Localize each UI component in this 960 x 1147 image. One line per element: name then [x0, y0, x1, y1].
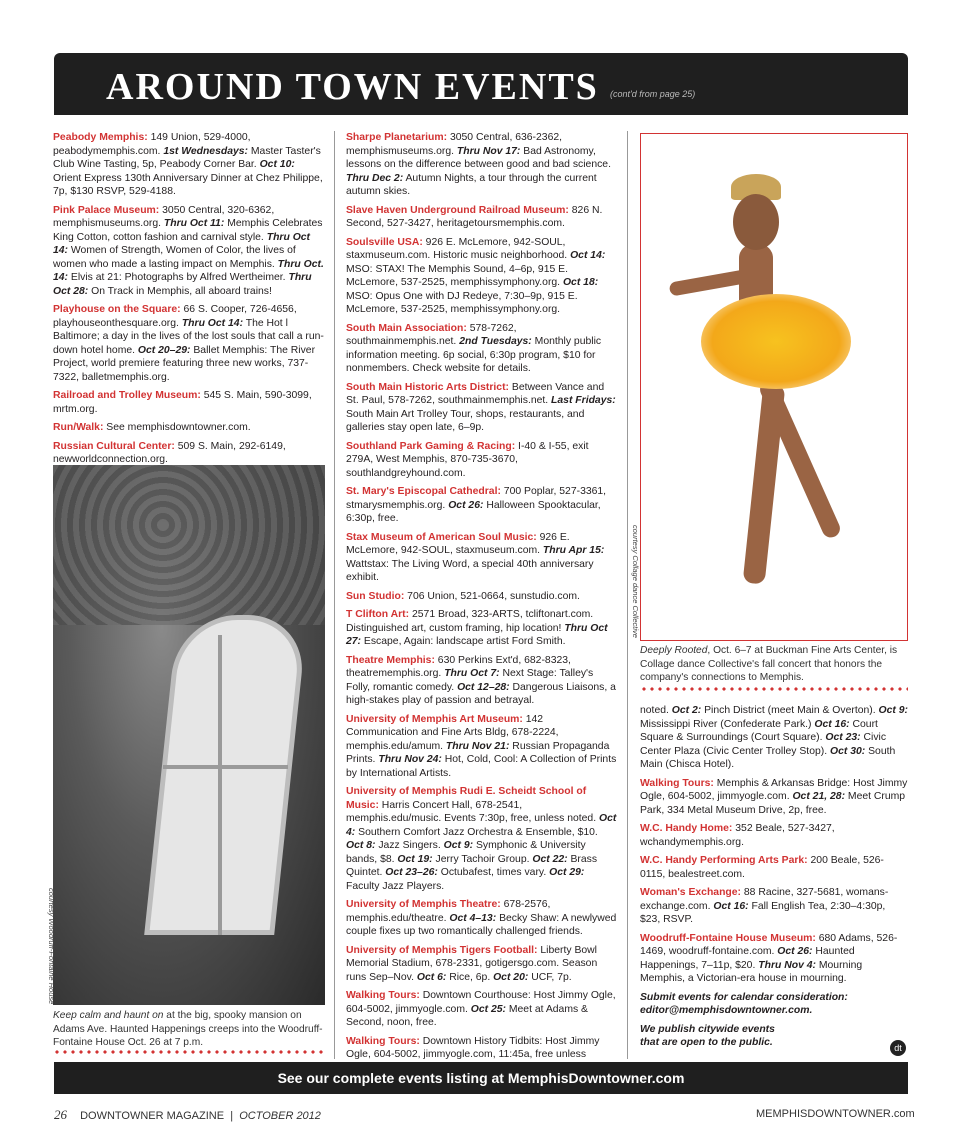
- event-entry: [640, 932, 908, 986]
- event-date: Oct 26:: [777, 946, 813, 957]
- dotted-rule: [53, 1050, 325, 1054]
- venue-name: Theatre Memphis:: [346, 654, 435, 666]
- venue-name: South Main Association:: [346, 322, 467, 334]
- event-entry: [346, 590, 618, 604]
- event-date: Oct 23–26:: [385, 867, 438, 878]
- event-text: Dangerous Liaisons, a high-stakes play of passion and betrayal.: [346, 681, 616, 706]
- event-entry: [640, 822, 908, 849]
- venue-name: South Main Historic Arts District:: [346, 381, 509, 393]
- event-text: noted.: [640, 705, 672, 716]
- event-date: Oct 22:: [532, 853, 568, 865]
- event-date: Last Fridays:: [551, 395, 616, 406]
- event-text: 200 Beale, 526-0115, bealestreet.com.: [640, 855, 884, 880]
- event-entry: [346, 440, 618, 481]
- venue-name: Walking Tours:: [346, 990, 420, 1001]
- event-text: Wattstax: The Living Word, a special 40th anniversary exhibit.: [346, 558, 594, 583]
- event-entry: [640, 777, 908, 818]
- venue-name: University of Memphis Art Museum:: [346, 713, 523, 725]
- venue-name: Pink Palace Museum:: [53, 204, 160, 216]
- event-date: Thru Oct 27:: [346, 622, 608, 647]
- event-text: Memphis Celebrates King Cotton, cotton fashion and carnival style.: [53, 218, 323, 243]
- event-entry: [346, 608, 618, 649]
- photo-credit: courtesy Woodruff-Fontaine House: [47, 888, 56, 1005]
- arched-window: [144, 615, 308, 935]
- event-date: Oct 12–28:: [457, 681, 510, 693]
- event-entry: [53, 421, 325, 435]
- event-text: 578-7262, southmainmemphis.net.: [346, 322, 517, 347]
- venue-name: Sun Studio:: [346, 590, 405, 602]
- event-text: Pinch District (meet Main & Overton).: [701, 705, 879, 716]
- event-text: Memphis & Arkansas Bridge: Host Jimmy Ogle, 604-5002, jimmyogle.com.: [640, 777, 908, 802]
- event-text: MSO: Opus One with DJ Redeye, 7:30–9p, 915 E. McLemore, 537-2525, memphissymphony.org.: [346, 290, 578, 315]
- event-date: Thru Oct 14:: [53, 231, 311, 256]
- venue-name: St. Mary's Episcopal Cathedral:: [346, 486, 501, 497]
- header-bar: [54, 53, 908, 115]
- event-text: Russian Propaganda Prints.: [346, 740, 610, 765]
- event-date: Thru Oct 14:: [181, 317, 244, 329]
- event-text: Faculty Jazz Players.: [346, 880, 445, 892]
- event-entry: [346, 989, 618, 1030]
- event-text: Monthly public information meeting. 6p social, 6:30p program, $10 for nonmembers. Check website for details.: [346, 336, 602, 374]
- event-text: Next Stage: Talley's Folly, romantic comedy.: [346, 668, 594, 693]
- event-text: Escape, Again: landscape artist Ford Smith.: [361, 636, 566, 647]
- event-text: 700 Poplar, 527-3361, stmarysmemphis.org.: [346, 486, 607, 511]
- venue-name: Walking Tours:: [346, 1035, 420, 1047]
- venue-name: Sharpe Planetarium:: [346, 132, 448, 143]
- event-text: Downtown History Tidbits: Host Jimmy Ogle, 604-5002, jimmyogle.com, 11:45a, free unless: [346, 1035, 600, 1060]
- event-text: Mourning Memphis, a Victorian-era house in mourning.: [640, 959, 863, 984]
- column-divider: [627, 131, 628, 1059]
- event-entry: [346, 1035, 618, 1062]
- submit-note: Submit events for calendar consideration: editor@memphisdowntowner.com.: [640, 991, 848, 1016]
- ceiling-ornament: [53, 465, 325, 625]
- event-date: Oct 14:: [570, 250, 606, 261]
- event-text: 66 S. Cooper, 726-4656, playhouseonthesquare.org.: [53, 304, 297, 329]
- event-text: Orient Express 130th Anniversary Dinner at Chez Philippe, 7p, $130 RSVP, 529-4188.: [53, 172, 323, 197]
- event-entry: [346, 236, 618, 317]
- photo-credit: courtesy Collage dance Collective: [631, 525, 640, 638]
- venue-name: Walking Tours:: [640, 777, 714, 789]
- event-text: 142 Communication and Fine Arts Bldg, 678-2224, memphis.edu/amum.: [346, 713, 559, 752]
- event-text: Rice, 6p.: [446, 971, 494, 983]
- event-text: Jerry Tachoir Group.: [432, 853, 533, 865]
- issue-date: OCTOBER 2012: [239, 1110, 321, 1122]
- event-text: Meet Crump Park, 334 Metal Museum Drive, 2p, free.: [640, 791, 906, 816]
- event-text: Bad Astronomy, lessons on the difference between good and bad science.: [346, 145, 611, 170]
- event-date: Thru Dec 2:: [346, 172, 404, 184]
- event-date: Oct 10:: [259, 159, 295, 170]
- event-date: Oct 18:: [562, 277, 599, 288]
- event-entry: [53, 131, 325, 199]
- event-date: Oct 20:: [493, 971, 529, 983]
- venue-name: Peabody Memphis:: [53, 132, 148, 143]
- event-text: MSO: STAX! The Memphis Sound, 4–6p, 915 E. McLemore, 537-2525, memphissymphony.org.: [346, 263, 568, 288]
- event-date: Oct 6:: [416, 971, 447, 983]
- event-date: Oct 2:: [671, 705, 702, 716]
- event-date: Oct 20–29:: [137, 344, 191, 356]
- event-date: Thru Oct 28:: [53, 272, 312, 297]
- event-text: Elvis at 21: Photographs by Alfred Wertheimer.: [68, 272, 289, 283]
- event-text: Meet at Adams & Second, noon, free.: [346, 1003, 588, 1028]
- event-date: Thru Nov 24:: [378, 754, 442, 765]
- event-text: Downtown Courthouse: Host Jimmy Ogle, 604-5002, jimmyogle.com.: [346, 990, 616, 1015]
- venue-name: W.C. Handy Performing Arts Park:: [640, 855, 808, 866]
- venue-name: Stax Museum of American Soul Music:: [346, 531, 537, 543]
- event-entry: [53, 303, 325, 384]
- event-text: 3050 Central, 320-6362, memphismuseums.org.: [53, 204, 275, 229]
- event-date: Oct 9:: [443, 840, 474, 851]
- venue-name: W.C. Handy Home:: [640, 823, 733, 834]
- event-text: Octubafest, times vary.: [437, 867, 550, 878]
- event-text: Symphonic & University bands, $8.: [346, 840, 586, 865]
- event-text: Halloween Spooktacular, 6:30p, free.: [346, 499, 601, 524]
- yellow-tutu: [701, 294, 851, 389]
- event-text: 149 Union, 529-4000, peabodymemphis.com.: [53, 132, 251, 157]
- event-text: 630 Perkins Ext'd, 682-8323, theatrememphis.org.: [346, 654, 571, 679]
- venue-name: Railroad and Trolley Museum:: [53, 390, 201, 401]
- venue-name: Woodruff-Fontaine House Museum:: [640, 932, 816, 944]
- event-date: Thru Oct 7:: [444, 668, 500, 679]
- event-entry: [346, 898, 618, 939]
- photo-caption: Deeply Rooted, Oct. 6–7 at Buckman Fine Arts Center, is Collage dance Collective's fall concert that honors the company's connections to Memphis.: [640, 645, 898, 683]
- events-column-1: [53, 131, 325, 472]
- venue-name: University of Memphis Tigers Football:: [346, 944, 538, 956]
- event-entry: [346, 785, 618, 893]
- event-text: Mississippi River (Confederate Park.): [640, 718, 815, 730]
- venue-name: University of Memphis Rudi E. Scheidt School of Music:: [346, 786, 587, 811]
- event-text: 2571 Broad, 323-ARTS, tcliftonart.com. Distinguished art, custom framing, hip location!: [346, 609, 594, 634]
- event-date: Oct 26:: [448, 499, 484, 511]
- publish-note: We publish citywide events that are open to the public.: [640, 1023, 775, 1048]
- event-entry: [346, 204, 618, 231]
- continued-note: (cont'd from page 25): [610, 89, 696, 99]
- event-date: Oct 30:: [829, 745, 866, 757]
- page-title: AROUND TOWN EVENTS: [106, 66, 599, 108]
- event-date: Oct 25:: [470, 1003, 506, 1015]
- footer-left: 26 DOWNTOWNER MAGAZINE | OCTOBER 2012: [54, 1107, 321, 1122]
- event-entry: [346, 131, 618, 199]
- events-column-3: [640, 704, 908, 1055]
- event-text: Master Taster's Club Wine Tasting, 5p, Peabody Corner Bar.: [53, 145, 321, 170]
- event-text: See memphisdowntowner.com.: [103, 422, 251, 433]
- event-text: Autumn Nights, a tour through the current autumn skies.: [346, 172, 597, 197]
- venue-name: Southland Park Gaming & Racing:: [346, 440, 516, 452]
- venue-name: University of Memphis Theatre:: [346, 899, 501, 910]
- event-entry: [346, 531, 618, 585]
- event-entry: [640, 854, 908, 881]
- event-text: Harris Concert Hall, 678-2541, memphis.edu/music. Events 7:30p, free, unless noted.: [346, 799, 599, 824]
- event-text: Liberty Bowl Memorial Stadium, 678-2331, gotigersgo.com. Season runs Sep–Nov.: [346, 944, 598, 983]
- event-text: Between Vance and St. Paul, 578-7262, southmainmemphis.net.: [346, 381, 605, 406]
- event-text: 926 E. McLemore, 942-SOUL, staxmuseum.com.: [346, 531, 570, 556]
- event-text: The Hot l Baltimore; a day in the lives of the lost souls that call a run-down hotel home.: [53, 317, 324, 356]
- event-date: Thru Nov 21:: [445, 740, 510, 752]
- column-divider: [334, 131, 335, 1059]
- dancer-photo: [640, 133, 908, 641]
- event-entry: [346, 322, 618, 376]
- venue-name: Playhouse on the Square:: [53, 304, 181, 315]
- event-text: 3050 Central, 636-2362, memphismuseums.org.: [346, 132, 563, 157]
- event-text: 88 Racine, 327-5681, womans-exchange.com.: [640, 887, 889, 912]
- event-text: Court Square & Surroundings (Court Square).: [640, 718, 878, 743]
- event-text: 352 Beale, 527-3427, wchandymemphis.org.: [640, 823, 835, 848]
- event-entry: [346, 485, 618, 526]
- event-date: Oct 8:: [346, 840, 376, 851]
- event-date: Oct 4:: [346, 813, 617, 838]
- event-text: Women of Strength, Women of Color, the lives of women who made a lasting impact on Memphis.: [53, 245, 296, 270]
- end-mark-icon: dt: [890, 1040, 906, 1056]
- event-date: Oct 21, 28:: [792, 791, 846, 802]
- event-text: South Main (Chisca Hotel).: [640, 745, 896, 770]
- event-text: Civic Center Plaza (Civic Center Trolley Stop).: [640, 732, 887, 757]
- event-text: Fall English Tea, 2:30–4:30p, $23, RSVP.: [640, 900, 886, 925]
- event-text: I-40 & I-55, exit 279A, West Memphis, 870-735-3670, southlandgreyhound.com.: [346, 440, 589, 479]
- event-entry: [346, 381, 618, 435]
- event-entry: [53, 440, 325, 467]
- event-date: Thru Nov 4:: [758, 959, 816, 971]
- mansion-photo: [53, 465, 325, 1005]
- event-date: Thru Nov 17:: [456, 145, 521, 157]
- event-date: Thru Oct. 14:: [53, 258, 324, 283]
- event-date: 2nd Tuesdays:: [459, 336, 532, 347]
- venue-name: Soulsville USA:: [346, 236, 423, 248]
- event-text: Ballet Memphis: The River Project, world premiere featuring three new works, 737-7322, balletmemphis.org.: [53, 344, 316, 383]
- event-entry: [640, 704, 908, 772]
- event-entry: [346, 944, 618, 985]
- page-number: 26: [54, 1107, 67, 1122]
- event-entry: [53, 389, 325, 416]
- event-date: Thru Oct 11:: [163, 218, 225, 229]
- venue-name: Run/Walk:: [53, 422, 104, 433]
- event-date: Oct 16:: [814, 718, 850, 730]
- venue-name: T Clifton Art:: [346, 609, 410, 620]
- event-text: Becky Shaw: A newlywed couple fixes up two romantically challenged friends.: [346, 912, 617, 937]
- event-text: Jazz Singers.: [375, 840, 444, 851]
- event-text: 926 E. McLemore, 942-SOUL, staxmuseum.com. Historic music neighborhood.: [346, 236, 571, 261]
- events-listing-banner[interactable]: See our complete events listing at MemphisDowntowner.com: [54, 1062, 908, 1094]
- event-text: 706 Union, 521-0664, sunstudio.com.: [404, 590, 580, 602]
- event-text: 545 S. Main, 590-3099, mrtm.org.: [53, 390, 312, 415]
- event-text: 826 N. Second, 527-3427, heritagetoursmemphis.com.: [346, 204, 603, 229]
- event-date: Oct 16:: [713, 900, 749, 912]
- event-text: Hot, Cold, Cool: A Collection of Prints by International Artists.: [346, 754, 617, 779]
- venue-name: Slave Haven Underground Railroad Museum:: [346, 204, 569, 216]
- events-column-2: [346, 131, 618, 1067]
- event-text: UCF, 7p.: [528, 971, 572, 983]
- dotted-rule: [640, 687, 908, 691]
- event-entry: [640, 886, 908, 927]
- event-text: Brass Quintet.: [346, 853, 598, 878]
- magazine-name: DOWNTOWNER MAGAZINE: [80, 1110, 225, 1122]
- event-date: Oct 23:: [825, 732, 861, 743]
- event-text: 509 S. Main, 292-6149, newworldconnection.org.: [53, 440, 286, 465]
- venue-name: Russian Cultural Center:: [53, 440, 175, 452]
- photo-caption: Keep calm and haunt on at the big, spooky mansion on Adams Ave. Haunted Happenings creeps into the Woodruff-Fontaine House Oct. 26 at 7 p.m.: [53, 1010, 323, 1048]
- event-date: 1st Wednesdays:: [163, 145, 249, 157]
- event-date: Oct 9:: [878, 705, 908, 716]
- event-text: Haunted Happenings, 7–11p, $20.: [640, 946, 855, 971]
- event-text: On Track in Memphis, all aboard trains!: [88, 285, 272, 297]
- event-text: 678-2576, memphis.edu/theatre.: [346, 899, 551, 924]
- event-text: South Main Art Trolley Tour, shops, restaurants, and galleries stay open late, 6–9p.: [346, 408, 585, 433]
- event-date: Oct 19:: [397, 853, 433, 865]
- event-entry: [346, 654, 618, 708]
- dancer-head: [733, 194, 779, 250]
- event-text: 680 Adams, 526-1469, woodruff-fontaine.com.: [640, 932, 898, 957]
- footer-site[interactable]: MEMPHISDOWNTOWNER.com: [756, 1108, 915, 1120]
- event-date: Oct 29:: [549, 867, 585, 878]
- event-text: Southern Comfort Jazz Orchestra & Ensemble, $10.: [355, 826, 598, 838]
- venue-name: Woman's Exchange:: [640, 887, 742, 898]
- event-entry: [346, 713, 618, 781]
- event-date: Thru Apr 15:: [542, 545, 605, 556]
- window-mullion: [163, 765, 288, 769]
- event-entry: [53, 204, 325, 299]
- window-mullion: [218, 635, 222, 935]
- event-date: Oct 4–13:: [449, 912, 497, 924]
